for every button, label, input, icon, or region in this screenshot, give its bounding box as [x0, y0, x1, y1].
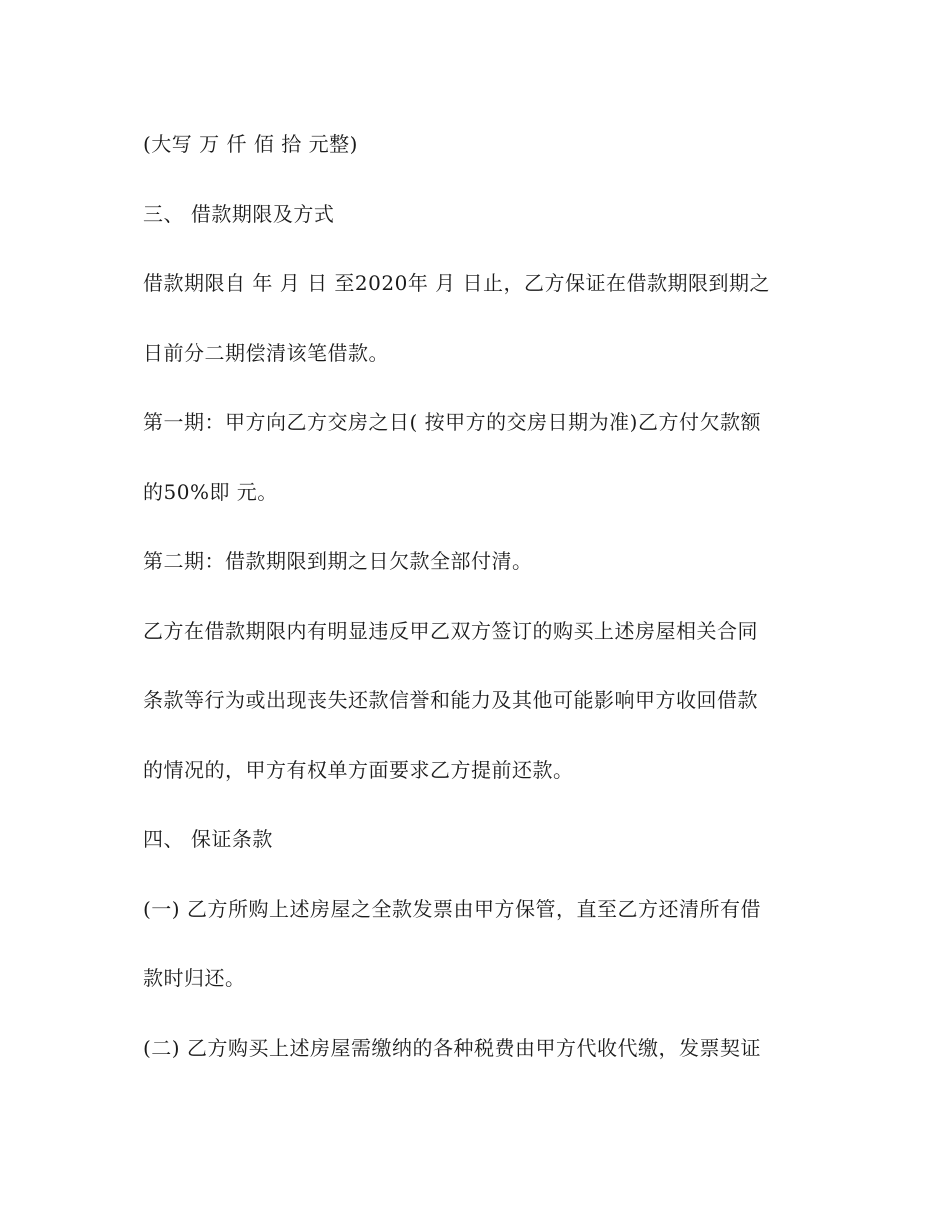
- clause-item: (一) 乙方所购上述房屋之全款发票由甲方保管，直至乙方还清所有借: [143, 896, 761, 921]
- clause-item: 款时归还。: [143, 966, 246, 990]
- paragraph-line: 的情况的，甲方有权单方面要求乙方提前还款。: [143, 757, 574, 782]
- clause-item: (二) 乙方购买上述房屋需缴纳的各种税费由甲方代收代缴，发票契证: [143, 1035, 761, 1060]
- paragraph-line: 第一期：甲方向乙方交房之日( 按甲方的交房日期为准)乙方付欠款额: [143, 410, 761, 434]
- paragraph-line: 借款期限自 年 月 日 至2020年 月 日止，乙方保证在借款期限到期之: [143, 271, 771, 295]
- document-body: [143, 126, 813, 1099]
- paragraph-line: 第二期：借款期限到期之日欠款全部付清。: [143, 549, 533, 573]
- paragraph-line: 条款等行为或出现丧失还款信誉和能力及其他可能影响甲方收回借款: [143, 688, 758, 712]
- paragraph-line: 日前分二期偿清该笔借款。: [143, 340, 389, 365]
- paragraph-line: 乙方在借款期限内有明显违反甲乙双方签订的购买上述房屋相关合同: [143, 618, 758, 643]
- section-four-heading: 四、 保证条款: [143, 827, 273, 851]
- paragraph-line: 的50%即 元。: [143, 479, 278, 504]
- amount-uppercase-line: (大写 万 仟 佰 拾 元整): [143, 132, 358, 156]
- section-three-heading: 三、 借款期限及方式: [143, 201, 335, 226]
